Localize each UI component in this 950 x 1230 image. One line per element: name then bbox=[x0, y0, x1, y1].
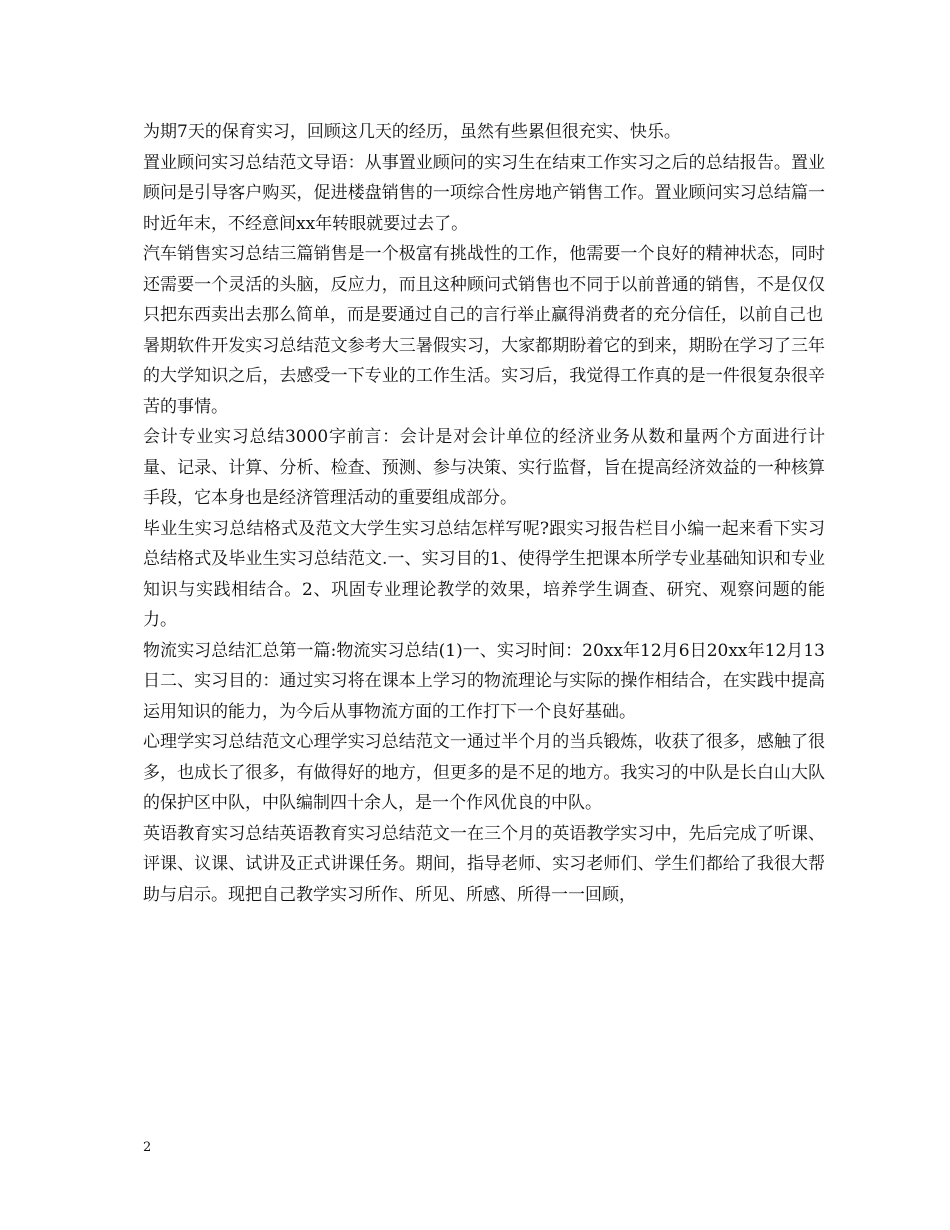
paragraph-graduate-summary-format: 毕业生实习总结格式及范文大学生实习总结怎样写呢?跟实习报告栏目小编一起来看下实习总结格式及毕业生实习总结范文.一、实习目的1、使得学生把课本所学专业基础知识和专业知识与实践相结合。2、巩固专业理论教学的效果，培养学生调查、研究、观察问题的能力。 bbox=[143, 518, 825, 630]
paragraph-real-estate-consultant: 置业顾问实习总结范文导语：从事置业顾问的实习生在结束工作实习之后的总结报告。置业顾问是引导客户购买，促进楼盘销售的一项综合性房地产销售工作。置业顾问实习总结篇一时近年末，不经意间xx年转眼就要过去了。 bbox=[143, 152, 825, 234]
paragraph-car-sales: 汽车销售实习总结三篇销售是一个极富有挑战性的工作，他需要一个良好的精神状态，同时还需要一个灵活的头脑，反应力，而且这种顾问式销售也不同于以前普通的销售，不是仅仅只把东西卖出去那么简单，而是要通过自己的言行举止赢得消费者的充分信任，以前自己也 bbox=[143, 244, 825, 325]
paragraph-english-education: 英语教育实习总结英语教育实习总结范文一在三个月的英语教学实习中，先后完成了听课、评课、议课、试讲及正式讲课任务。期间，指导老师、实习老师们、学生们都给了我很大帮助与启示。现把自己教学实习所作、所见、所感、所得一一回顾， bbox=[143, 823, 825, 905]
paragraph-logistics: 物流实习总结汇总第一篇:物流实习总结(1)一、实习时间：20xx年12月6日20xx年12月13日二、实习目的：通过实习将在课本上学习的物流理论与实际的操作相结合，在实践中提高运用知识的能力，为今后从事物流方面的工作打下一个良好基础。 bbox=[143, 640, 825, 722]
paragraph-psychology: 心理学实习总结范文心理学实习总结范文一通过半个月的当兵锻炼，收获了很多，感触了很多，也成长了很多，有做得好的地方，但更多的是不足的地方。我实习的中队是长白山大队的保护区中队，中队编制四十余人，是一个作风优良的中队。 bbox=[143, 732, 825, 813]
document-body bbox=[143, 117, 825, 910]
paragraph-software-development: 暑期软件开发实习总结范文参考大三暑假实习，大家都期盼着它的到来，期盼在学习了三年的大学知识之后，去感受一下专业的工作生活。实习后，我觉得工作真的是一件很复杂很辛苦的事情。 bbox=[143, 335, 825, 417]
paragraph-accounting: 会计专业实习总结3000字前言：会计是对会计单位的经济业务从数和量两个方面进行计量、记录、计算、分析、检查、预测、参与决策、实行监督，旨在提高经济效益的一种核算手段，它本身也是经济管理活动的重要组成部分。 bbox=[143, 427, 825, 508]
paragraph-baoyu-internship: 为期7天的保育实习，回顾这几天的经历，虽然有些累但很充实、快乐。 bbox=[143, 122, 681, 142]
page-number: 2 bbox=[143, 1140, 152, 1155]
